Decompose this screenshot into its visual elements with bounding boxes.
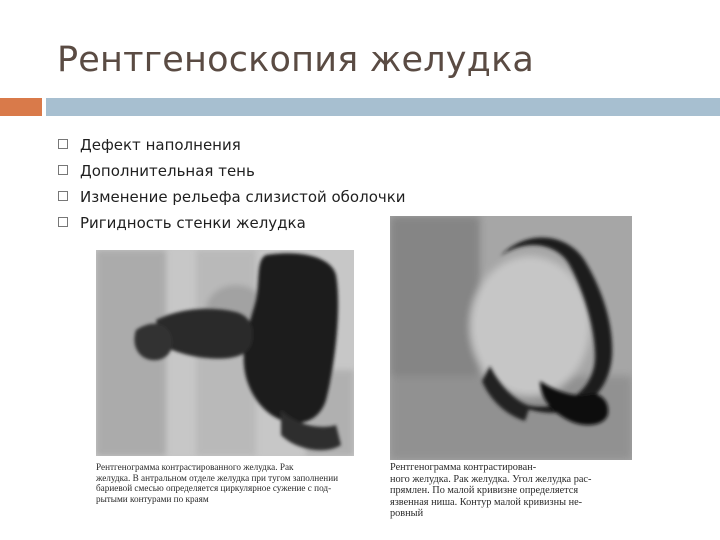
caption-line: Рентгенограмма контрастирован- <box>390 462 537 473</box>
square-bullet-icon <box>58 139 68 149</box>
xray-2-graphic <box>390 216 632 460</box>
caption-line: ровный <box>390 508 424 519</box>
bullet-item <box>58 210 406 236</box>
xray-1-caption <box>96 462 354 504</box>
xray-image-2 <box>390 216 632 460</box>
bullet-item <box>58 132 406 158</box>
xray-1-graphic <box>96 250 354 456</box>
bullet-text: Изменение рельефа слизистой оболочки <box>80 188 406 206</box>
xray-2-caption <box>390 462 632 520</box>
caption-line: язвенная ниша. Контур малой кривизны не- <box>390 496 583 508</box>
accent-bar <box>0 98 42 116</box>
caption-line: желудка. В антральном отделе желудка при тугом заполнении <box>96 472 339 483</box>
caption-line: рытыми контурами по краям <box>96 493 209 504</box>
bullet-item <box>58 158 406 184</box>
bullet-text: Дополнительная тень <box>80 162 255 180</box>
title-underline-bar <box>46 98 720 116</box>
caption-line: ного желудка. Рак желудка. Угол желудка рас- <box>390 473 592 485</box>
xray-image-1 <box>96 250 354 456</box>
bullet-text: Дефект наполнения <box>80 136 241 154</box>
caption-line: Рентгенограмма контрастированного желудка. Рак <box>96 462 294 472</box>
caption-line: прямлен. По малой кривизне определяется <box>390 485 579 496</box>
bullet-text: Ригидность стенки желудка <box>80 214 306 232</box>
bullet-list <box>58 132 406 236</box>
slide-title: Рентгеноскопия желудка <box>57 40 535 80</box>
square-bullet-icon <box>58 217 68 227</box>
caption-line: бариевой смесью определяется циркулярное сужение с под- <box>96 483 332 493</box>
bullet-item <box>58 184 406 210</box>
square-bullet-icon <box>58 165 68 175</box>
square-bullet-icon <box>58 191 68 201</box>
